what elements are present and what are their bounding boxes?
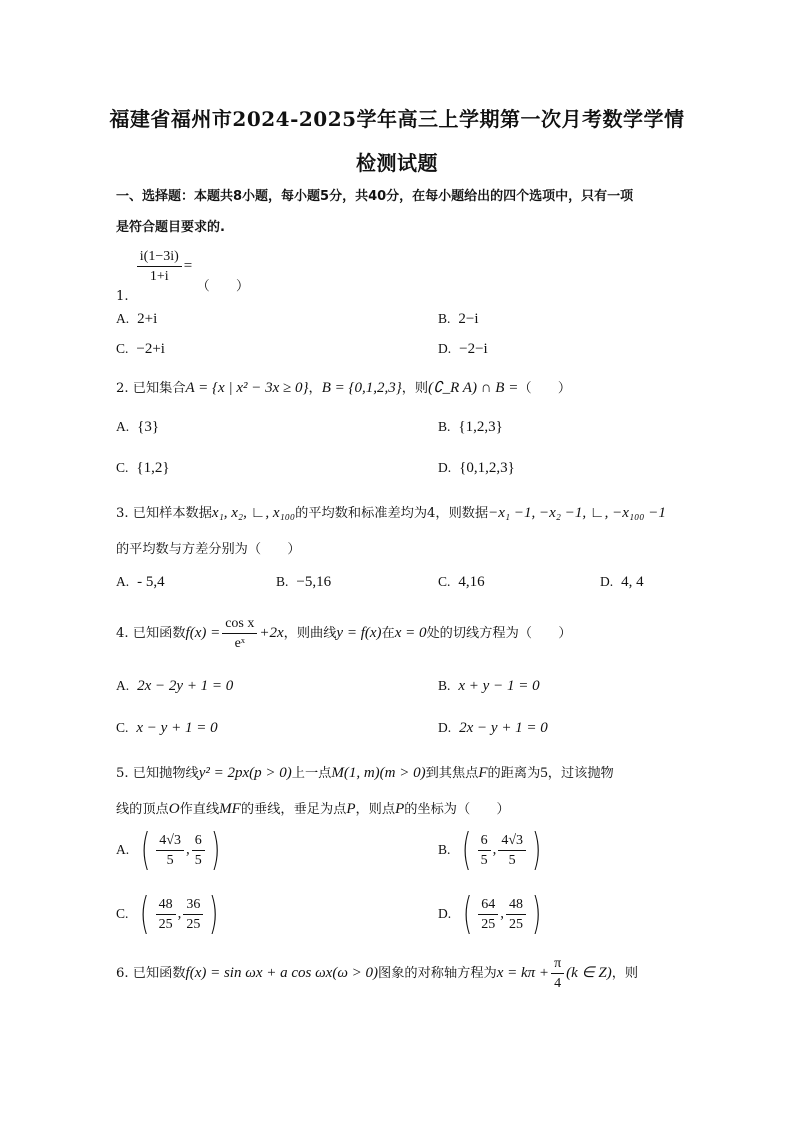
q4-fraction: $\frac{\text{cos x}}{\text{eˣ}}$ <box>222 615 257 652</box>
q3-option-b[interactable]: B. −5,16 <box>276 574 332 590</box>
question-2 <box>116 377 571 397</box>
question-1 <box>116 248 250 304</box>
q1-equals: = <box>183 258 193 274</box>
q2-option-c[interactable]: C. {1,2} <box>116 460 170 476</box>
q2-stem: 2. 已知集合 <box>116 381 186 396</box>
q3-option-a[interactable]: A. - 5,4 <box>116 574 165 590</box>
q1-fraction-denominator: 1+i <box>149 269 169 284</box>
exam-title-line2: 检测试题 <box>356 151 438 175</box>
q2-stem-b: ，则 <box>401 381 429 396</box>
q3-data-transformed: −x₁ −1, −x₂ −1, ∟, −x₁₀₀ −1 <box>488 505 666 521</box>
question-5-line2: 线的顶点O作直线MF的垂线，垂足为点P，则点P的坐标为（ ） <box>116 801 510 817</box>
q1-fraction <box>137 248 182 285</box>
q1-option-d[interactable]: D. −2−i <box>438 341 488 357</box>
q5-option-c[interactable]: C. ( $\frac{48}{25}$ , $\frac{36}{25}$ ) <box>116 888 219 939</box>
q2-answer-blank: （ ） <box>518 381 572 396</box>
q2-option-a[interactable]: A. {3} <box>116 419 160 435</box>
q4-option-a[interactable]: A. 2x − 2y + 1 = 0 <box>116 678 234 694</box>
question-5-line1: 5. 已知抛物线y² = 2px(p > 0)上一点M(1, m)(m > 0)到其焦点F的距离为5，过该抛物 <box>116 765 614 781</box>
exam-title-line1: 福建省福州市2024-2025学年高三上学期第一次月考数学学情 <box>109 107 685 131</box>
question-4: 4. 已知函数f(x) = $\frac{\text{cos x}}{\text{eˣ}}$ +2x，则曲线y = f(x)在x = 0处的切线方程为（ ） <box>116 616 572 651</box>
q3-data-original: x₁, x₂, ∟, x₁₀₀ <box>211 505 296 521</box>
q2-separator: ， <box>308 381 322 396</box>
question-6: 6. 已知函数f(x) = sin ωx + a cos ωx(ω > 0)图象的对称轴方程为x = kπ + $\frac{\pi}{4}$ (k ∈ Z)，则 <box>116 956 639 991</box>
q4-option-c[interactable]: C. x − y + 1 = 0 <box>116 720 218 736</box>
q5-option-b[interactable]: B. ( $\frac{6}{5}$ , $\frac{4√3}{5}$ ) <box>438 824 542 875</box>
q5-option-d[interactable]: D. ( $\frac{64}{25}$ , $\frac{48}{25}$ ) <box>438 888 542 939</box>
q1-fraction-numerator: i(1−3i) <box>137 248 182 267</box>
q4-option-d[interactable]: D. 2x − y + 1 = 0 <box>438 720 548 736</box>
q1-option-a[interactable]: A. 2+i <box>116 311 158 327</box>
question-3-line1: 3. 已知样本数据x₁, x₂, ∟, x₁₀₀的平均数和标准差均为4，则数据−x₁ −1, −x₂ −1, ∟, −x₁₀₀ −1 <box>116 505 666 521</box>
q4-function: f(x) = <box>185 625 221 641</box>
section-instructions-line1: 一、选择题：本题共8小题，每小题5分，共40分，在每小题给出的四个选项中，只有一项 <box>116 189 634 204</box>
q1-option-c[interactable]: C. −2+i <box>116 341 165 357</box>
q1-number: 1. <box>116 289 129 304</box>
section-instructions-line2: 是符合题目要求的. <box>116 220 225 235</box>
q3-option-c[interactable]: C. 4,16 <box>438 574 485 590</box>
q2-set-b: B = {0,1,2,3} <box>321 380 402 396</box>
q3-option-d[interactable]: D. 4, 4 <box>600 574 644 590</box>
q1-option-b[interactable]: B. 2−i <box>438 311 479 327</box>
q5-option-a[interactable]: A. ( $\frac{4√3}{5}$ , $\frac{6}{5}$ ) <box>116 824 221 875</box>
q2-expression: (∁_R A) ∩ B = <box>428 380 519 396</box>
q2-option-b[interactable]: B. {1,2,3} <box>438 419 503 435</box>
q2-set-a: A = {x | x² − 3x ≥ 0} <box>185 380 309 396</box>
q4-option-b[interactable]: B. x + y − 1 = 0 <box>438 678 540 694</box>
question-3-line2: 的平均数与方差分别为（ ） <box>116 542 301 557</box>
q2-option-d[interactable]: D. {0,1,2,3} <box>438 460 515 476</box>
q1-answer-blank: （ ） <box>196 279 250 294</box>
